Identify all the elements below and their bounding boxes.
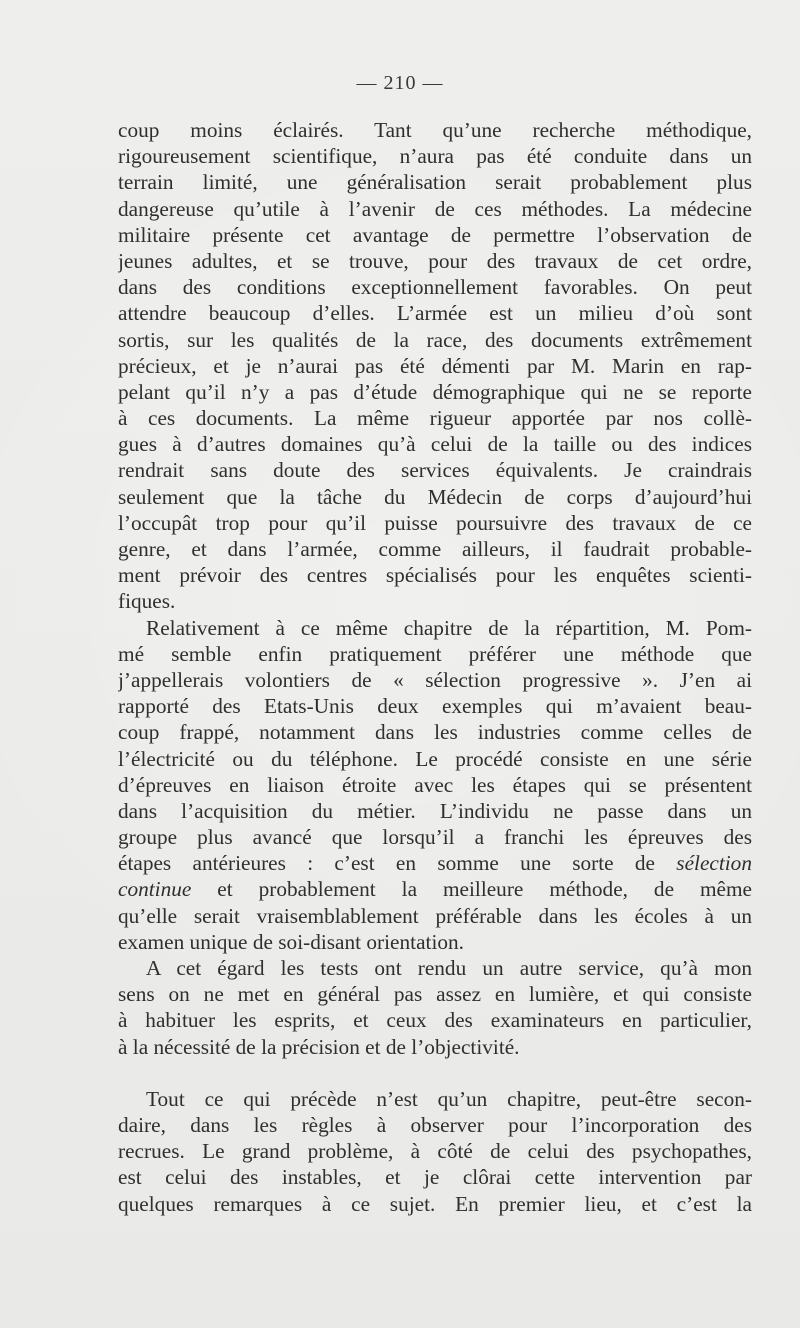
text-line: à ces documents. La même rigueur apportée par nos collè-: [118, 406, 752, 431]
text-line: sortis, sur les qualités de la race, des documents extrêmement: [118, 327, 752, 352]
text-line: genre, et dans l’armée, comme ailleurs, il faudrait probable-: [118, 537, 752, 561]
text-line: groupe plus avancé que lorsqu’il a franchi les épreuves des: [118, 825, 752, 850]
paragraph-end-line: à la nécessité de la précision et de l’objectivité.: [118, 1034, 520, 1059]
text-segment: et probablement la meilleure méthode, de même: [217, 877, 752, 902]
text-segment: étapes antérieures : c’est en somme une sorte de: [118, 851, 655, 876]
text-line: seulement que la tâche du Médecin de corps d’aujourd’hui: [118, 484, 752, 509]
text-line: rigoureusement scientifique, n’aura pas été conduite dans un: [118, 144, 752, 169]
text-line: [118, 876, 752, 902]
paragraph-start-line: Tout ce qui précède n’est qu’un chapitre, peut-être secon-: [146, 1086, 752, 1111]
text-line: sens on ne met en général pas assez en lumière, et qui consiste: [118, 982, 752, 1007]
italic-term: continue: [118, 877, 192, 902]
paragraph-start-line: Relativement à ce même chapitre de la répartition, M. Pom-: [146, 615, 752, 640]
text-line: d’épreuves en liaison étroite avec les étapes qui se présentent: [118, 772, 752, 797]
italic-term: sélection: [676, 851, 752, 876]
text-line: attendre beaucoup d’elles. L’armée est un milieu d’où sont: [118, 301, 752, 326]
text-line: est celui des instables, et je clôrai cette intervention par: [118, 1165, 752, 1190]
text-line: mé semble enfin pratiquement préférer une méthode que: [118, 641, 752, 666]
text-line: jeunes adultes, et se trouve, pour des travaux de cet ordre,: [118, 248, 752, 273]
text-line: [118, 850, 752, 876]
text-line: dangereuse qu’utile à l’avenir de ces méthodes. La médecine: [118, 196, 752, 221]
text-line: militaire présente cet avantage de permettre l’observation de: [118, 222, 752, 247]
text-line: qu’elle serait vraisemblablement préférable dans les écoles à un: [118, 903, 752, 928]
paragraph-end-line: fiques.: [118, 589, 176, 614]
body-text: [118, 117, 752, 1217]
paragraph-start-line: A cet égard les tests ont rendu un autre service, qu’à mon: [146, 956, 752, 980]
text-line: j’appellerais volontiers de « sélection progressive ». J’en ai: [118, 667, 752, 692]
text-line: terrain limité, une généralisation serait probablement plus: [118, 170, 752, 195]
text-line: dans des conditions exceptionnellement favorables. On peut: [118, 275, 752, 300]
text-line: dans l’acquisition du métier. L’individu ne passe dans un: [118, 798, 752, 823]
page-number: — 210 —: [356, 72, 444, 94]
text-line: gues à d’autres domaines qu’à celui de la taille ou des indices: [118, 432, 752, 457]
text-line: pelant qu’il n’y a pas d’étude démographique qui ne se reporte: [118, 379, 752, 404]
text-line: recrues. Le grand problème, à côté de celui des psychopathes,: [118, 1139, 752, 1164]
text-line: ment prévoir des centres spécialisés pour les enquêtes scienti-: [118, 563, 752, 588]
section-gap: [118, 1060, 752, 1086]
text-line: à habituer les esprits, et ceux des examinateurs en particulier,: [118, 1008, 752, 1033]
text-line: coup moins éclairés. Tant qu’une recherche méthodique,: [118, 118, 752, 142]
text-line: précieux, et je n’aurai pas été démenti par M. Marin en rap-: [118, 353, 752, 378]
text-line: daire, dans les règles à observer pour l’incorporation des: [118, 1112, 752, 1137]
text-line: coup frappé, notamment dans les industries comme celles de: [118, 720, 752, 745]
text-line: rendrait sans doute des services équivalents. Je craindrais: [118, 458, 752, 483]
paragraph-end-line: examen unique de soi-disant orientation.: [118, 929, 464, 954]
text-line: quelques remarques à ce sujet. En premier lieu, et c’est la: [118, 1191, 752, 1216]
text-line: l’électricité ou du téléphone. Le procédé consiste en une série: [118, 746, 752, 771]
text-line: l’occupât trop pour qu’il puisse poursuivre des travaux de ce: [118, 510, 752, 535]
text-line: rapporté des Etats-Unis deux exemples qui m’avaient beau-: [118, 694, 752, 719]
